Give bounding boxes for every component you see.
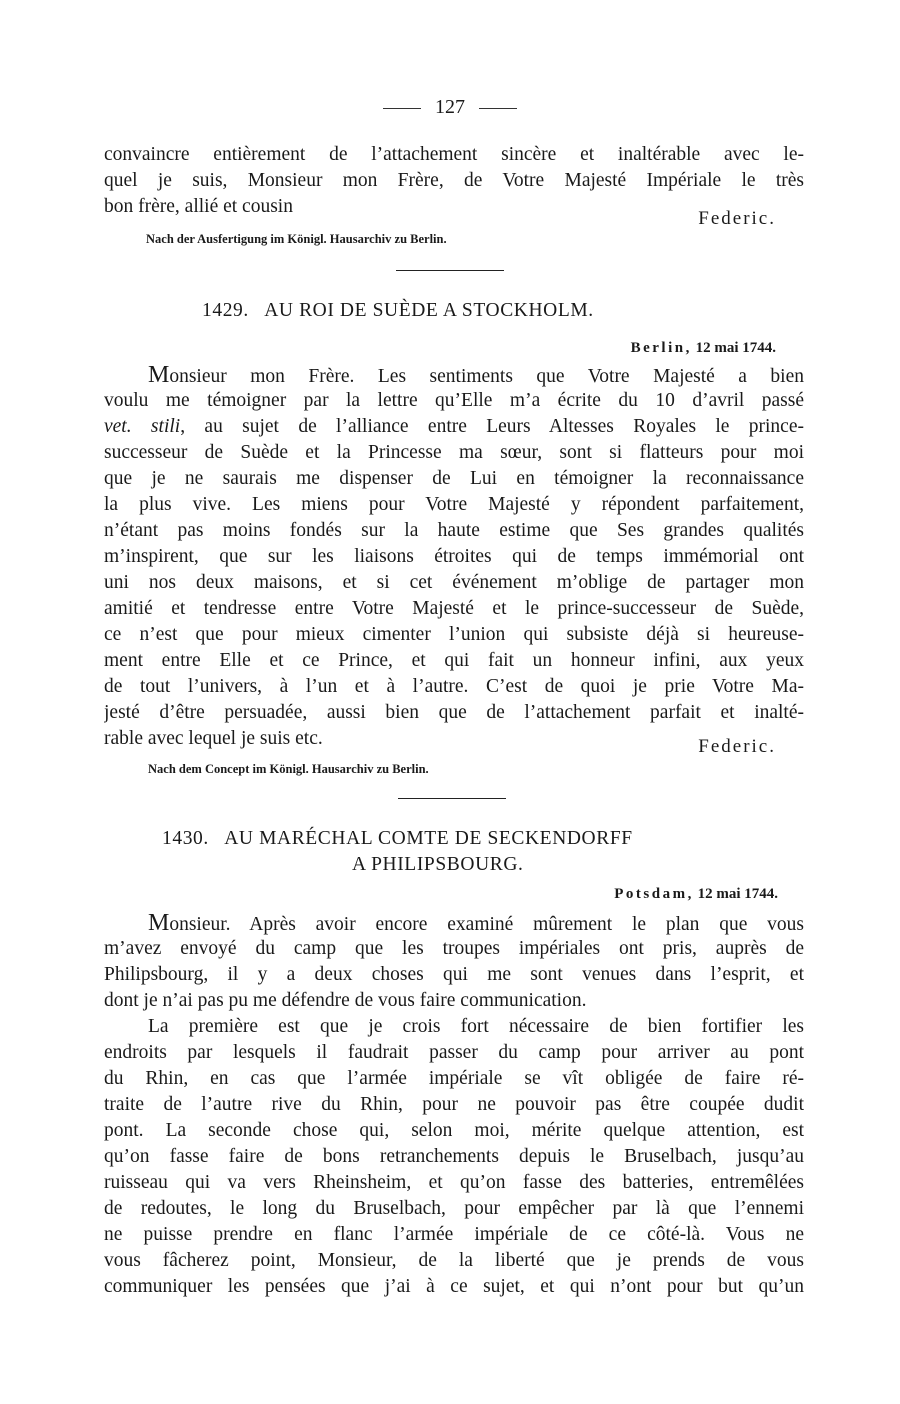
text-line: successeur de Suède et la Princesse ma sœur, sont si flatteurs pour moi: [104, 442, 804, 463]
text-line: que je ne saurais me dispenser de Lui en témoigner la reconnaissance: [104, 468, 804, 489]
letter-heading: [162, 828, 633, 850]
section-divider: [396, 270, 504, 271]
text-line: rable avec lequel je suis etc.: [104, 728, 323, 749]
text-line: amitié et tendresse entre Votre Majesté et le prince-successeur de Suède,: [104, 598, 804, 619]
letter-number: 1429.: [202, 300, 249, 321]
text-line: bon frère, allié et cousin: [104, 196, 293, 217]
dateline: [614, 886, 778, 903]
letter-title: AU ROI DE SUÈDE A STOCKHOLM.: [264, 300, 594, 321]
text-span: , au sujet de l’alliance entre Leurs Altesses Royales le prince-: [180, 416, 804, 437]
text-line: [104, 414, 804, 440]
text-line: pont. La seconde chose qui, selon moi, mérite quelque attention, est: [104, 1120, 804, 1141]
text-line: ce n’est que pour mieux cimenter l’union qui subsiste déjà si heureuse-: [104, 624, 804, 645]
page-number-dash-left: [383, 108, 421, 109]
text-line: [104, 362, 804, 388]
letter-body: [104, 362, 804, 752]
text-line: m’inspirent, que sur les liaisons étroites qui de temps immémorial ont: [104, 546, 804, 567]
source-note: Nach dem Concept im Königl. Hausarchiv zu Berlin.: [148, 762, 429, 776]
text-line: dont je n’ai pas pu me défendre de vous faire communication.: [104, 990, 587, 1011]
text-line: ment entre Elle et ce Prince, et qui fait un honneur infini, aux yeux: [104, 650, 804, 671]
dateline-place: Potsdam,: [614, 886, 694, 902]
letter-heading: [202, 300, 594, 322]
text-line: de redoutes, le long du Bruselbach, pour empêcher par là que l’ennemi: [104, 1198, 804, 1219]
initial-capital: M: [148, 910, 170, 936]
letter-title-continued: A PHILIPSBOURG.: [352, 854, 524, 875]
text-line: communiquer les pensées que j’ai à ce sujet, et qui n’ont pour but qu’un: [104, 1276, 804, 1297]
text-line: du Rhin, en cas que l’armée impériale se vît obligée de faire ré-: [104, 1068, 804, 1089]
text-line: Philipsbourg, il y a deux choses qui me sont venues dans l’esprit, et: [104, 964, 804, 985]
text-line: n’étant pas moins fondés sur la haute estime que Ses grandes qualités: [104, 520, 804, 541]
source-note: Nach der Ausfertigung im Königl. Hausarchiv zu Berlin.: [146, 232, 447, 246]
text-line: voulu me témoigner par la lettre qu’Elle m’a écrite du 10 d’avril passé: [104, 390, 804, 411]
text-line: La première est que je crois fort nécessaire de bien fortifier les: [148, 1016, 804, 1037]
text-line: endroits par lesquels il faudrait passer du camp pour arriver au pont: [104, 1042, 804, 1063]
letter-body: [104, 910, 804, 1300]
text-span: onsieur. Après avoir encore examiné mûrement le plan que vous: [169, 914, 804, 935]
page-number: [0, 96, 900, 119]
text-line: de tout l’univers, à l’un et à l’autre. C’est de quoi je prie Votre Ma-: [104, 676, 804, 697]
text-line: vous fâcherez point, Monsieur, de la liberté que je prends de vous: [104, 1250, 804, 1271]
signature: Federic.: [698, 208, 776, 229]
page-number-dash-right: [479, 108, 517, 109]
dateline-date: 12 mai 1744.: [697, 886, 778, 902]
section-divider: [398, 798, 506, 799]
letter-title: AU MARÉCHAL COMTE DE SECKENDORFF: [224, 828, 633, 849]
page-number-text: 127: [435, 96, 465, 118]
text-line: convaincre entièrement de l’attachement sincère et inaltérable avec le-: [104, 144, 804, 165]
text-line: m’avez envoyé du camp que les troupes impériales ont pris, auprès de: [104, 938, 804, 959]
italic-term: vet. stili: [104, 416, 181, 437]
text-line: jesté d’être persuadée, aussi bien que de l’attachement parfait et inalté-: [104, 702, 804, 723]
text-line: traite de l’autre rive du Rhin, pour ne pouvoir pas être coupée dudit: [104, 1094, 804, 1115]
text-line: qu’on fasse faire de bons retranchements depuis le Bruselbach, jusqu’au: [104, 1146, 804, 1167]
text-span: onsieur mon Frère. Les sentiments que Votre Majesté a bien: [169, 366, 804, 387]
letter-number: 1430.: [162, 828, 209, 849]
text-line: la plus vive. Les miens pour Votre Majesté y répondent parfaitement,: [104, 494, 804, 515]
dateline-place: Berlin,: [630, 340, 692, 356]
text-line: ruisseau qui va vers Rheinsheim, et qu’on fasse des batteries, entremêlées: [104, 1172, 804, 1193]
text-line: quel je suis, Monsieur mon Frère, de Votre Majesté Impériale le très: [104, 170, 804, 191]
signature: Federic.: [698, 736, 776, 757]
initial-capital: M: [148, 362, 170, 388]
text-line: uni nos deux maisons, et si cet événement m’oblige de partager mon: [104, 572, 804, 593]
text-line: ne puisse prendre en flanc l’armée impériale de ce côté-là. Vous ne: [104, 1224, 804, 1245]
dateline: [631, 340, 776, 357]
text-line: [104, 910, 804, 936]
dateline-date: 12 mai 1744.: [695, 340, 776, 356]
